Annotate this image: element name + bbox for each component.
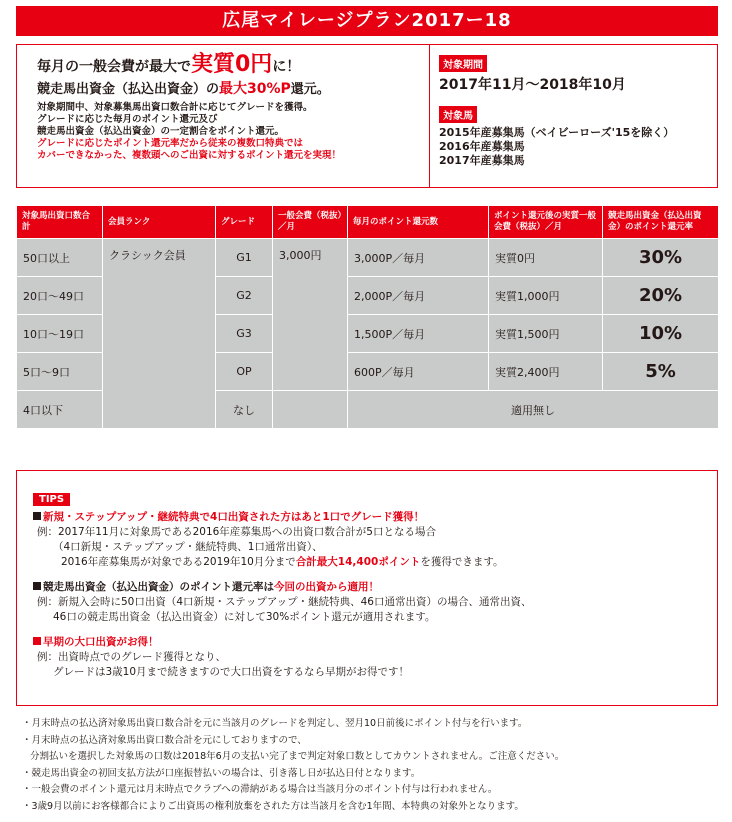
- units-cell: 10口～19口: [17, 315, 103, 353]
- summary-box: [16, 44, 718, 188]
- points-cell: 1,500P／毎月: [348, 315, 489, 353]
- points-cell: 3,000P／毎月: [348, 239, 489, 277]
- grade-cell: OP: [216, 353, 273, 391]
- footnote: ・月末時点の払込済対象馬出資口数合計を元にしておりますので、: [22, 734, 307, 746]
- tips-line: [33, 555, 703, 570]
- square-bullet-icon: [33, 512, 41, 520]
- points-cell: 2,000P／毎月: [348, 277, 489, 315]
- table-header-row: [17, 206, 719, 239]
- square-bullet-icon: [33, 582, 41, 590]
- tips-text: 2016年産募集馬が対象である2019年10月分まで: [61, 556, 296, 568]
- period-tag: 対象期間: [439, 55, 487, 72]
- rate-cell: 5%: [603, 353, 719, 391]
- rank-cell: クラシック会員: [103, 239, 216, 429]
- tips-line: 例：新規入会時に50口出資（4口新規・ステップアップ・継続特典、46口通常出資）の場合、通常出資、: [37, 596, 532, 608]
- table-row: [17, 239, 719, 277]
- col-header: 毎月のポイント還元数: [348, 206, 489, 239]
- period: 2017年11月～2018年10月: [439, 77, 626, 93]
- desc-line-red: グレードに応じたポイント還元率だから従来の複数口特典では: [37, 138, 304, 149]
- footnote: ・競走馬出資金の初回支払方法が口座振替払いの場合は、引き落し日が払込日付となります。: [22, 767, 421, 779]
- desc-line-red: カバーできなかった、複数頭へのご出資に対するポイント還元を実現！: [37, 150, 342, 161]
- col-header: 競走馬出資金（払込出資金）のポイント還元率: [603, 206, 719, 239]
- not-applicable-cell: 適用無し: [348, 391, 719, 429]
- net-cell: 実質0円: [489, 239, 603, 277]
- net-cell: 実質2,400円: [489, 353, 603, 391]
- horse-item: 2017年産募集馬: [439, 154, 525, 167]
- tips-line: グレードは3歳10月まで続きますので大口出資をするなら早期がお得です！: [53, 666, 410, 678]
- grade-table: [16, 205, 719, 429]
- units-cell: 5口～9口: [17, 353, 103, 391]
- headline: [37, 53, 427, 79]
- tips-tag: TIPS: [33, 493, 70, 506]
- divider: [429, 45, 430, 187]
- col-header: ポイント還元後の実質一般会費（税抜）／月: [489, 206, 603, 239]
- subheadline-em: 最大30%P: [219, 81, 291, 97]
- grade-cell: G1: [216, 239, 273, 277]
- col-header: グレード: [216, 206, 273, 239]
- col-header: 対象馬出資口数合計: [17, 206, 103, 239]
- subheadline-post: 還元。: [290, 82, 330, 97]
- col-header: 会員ランク: [103, 206, 216, 239]
- tips-section-1: [33, 510, 703, 570]
- horse-tag: 対象馬: [439, 106, 477, 123]
- headline-pre: 毎月の一般会費が最大で: [37, 59, 191, 75]
- net-cell: 実質1,000円: [489, 277, 603, 315]
- units-cell: 20口～49口: [17, 277, 103, 315]
- summary-right: [439, 53, 709, 168]
- footnote: ・一般会費のポイント還元は月末時点でクラブへの滞納がある場合は当該月分のポイント付与は行われません。: [22, 784, 498, 795]
- tips-emphasis: 合計最大14,400ポイント: [295, 556, 421, 568]
- fee-cell-empty: [273, 391, 348, 429]
- units-cell: 4口以下: [17, 391, 103, 429]
- desc-line: 対象期間中、対象募集馬出資口数合計に応じてグレードを獲得。: [37, 102, 313, 113]
- desc-line: グレードに応じた毎月のポイント還元及び: [37, 114, 218, 125]
- tips-heading: [33, 580, 703, 595]
- tips-heading-emphasis: 今回の出資から適用！: [274, 581, 379, 593]
- description: [37, 102, 427, 162]
- grade-cell: G3: [216, 315, 273, 353]
- horse-item: 2016年産募集馬: [439, 140, 525, 153]
- tips-heading-text: 新規・ステップアップ・継続特典で4口出資された方はあと1口でグレード獲得！: [43, 511, 425, 523]
- subheadline: [37, 79, 427, 100]
- headline-big: 実質0円: [191, 52, 273, 77]
- rate-cell: 10%: [603, 315, 719, 353]
- grade-cell: なし: [216, 391, 273, 429]
- tips-line: （4口新規・ステップアップ・継続特典、1口通常出資）、: [53, 541, 323, 553]
- tips-text: を獲得できます。: [420, 556, 504, 568]
- rate-cell: 20%: [603, 277, 719, 315]
- units-cell: 50口以上: [17, 239, 103, 277]
- tips-line: 46口の競走馬出資金（払込出資金）に対して30%ポイント還元が適用されます。: [53, 611, 436, 623]
- horse-list: [439, 126, 709, 168]
- points-cell: 600P／毎月: [348, 353, 489, 391]
- tips-line: 例：2017年11月に対象馬である2016年産募集馬への出資口数合計が5口となる場合: [37, 526, 436, 538]
- horse-item: 2015年産募集馬（ベイビーローズ'15を除く）: [439, 126, 675, 139]
- grade-cell: G2: [216, 277, 273, 315]
- summary-left: [37, 53, 427, 162]
- tips-heading-text: 早期の大口出資がお得！: [43, 636, 159, 648]
- subheadline-pre: 競走馬出資金（払込出資金）の: [37, 82, 220, 97]
- footnotes: [22, 716, 722, 815]
- footnote: ・月末時点の払込済対象馬出資口数合計を元に当該月のグレードを判定し、翌月10日前後にポイント付与を行います。: [22, 718, 528, 729]
- rate-cell: 30%: [603, 239, 719, 277]
- tips-section-2: [33, 580, 703, 625]
- square-bullet-icon: [33, 637, 41, 645]
- headline-post: に！: [272, 59, 301, 75]
- tips-heading: [33, 510, 703, 525]
- tips-line: 例：出資時点でのグレード獲得となり、: [37, 651, 226, 663]
- col-header: 一般会費（税抜）／月: [273, 206, 348, 239]
- tips-box: [16, 470, 718, 706]
- tips-section-3: [33, 635, 703, 680]
- fee-cell: 3,000円: [273, 239, 348, 391]
- desc-line: 競走馬出資金（払込出資金）の一定割合をポイント還元。: [37, 126, 285, 137]
- tips-heading: [33, 635, 703, 650]
- footnote: ・3歳9月以前にお客様都合によりご出資馬の権利放棄をされた方は当該月を含む1年間、本特典の対象外となります。: [22, 800, 524, 812]
- tips-heading-text: 競走馬出資金（払込出資金）のポイント還元率は: [43, 581, 274, 593]
- footnote: 分割払いを選択した対象馬の口数は2018年6月の支払い完了まで判定対象口数としてカウントされません。ご注意ください。: [30, 751, 565, 762]
- page-title: 広尾マイレージプラン2017ー18: [16, 6, 718, 36]
- net-cell: 実質1,500円: [489, 315, 603, 353]
